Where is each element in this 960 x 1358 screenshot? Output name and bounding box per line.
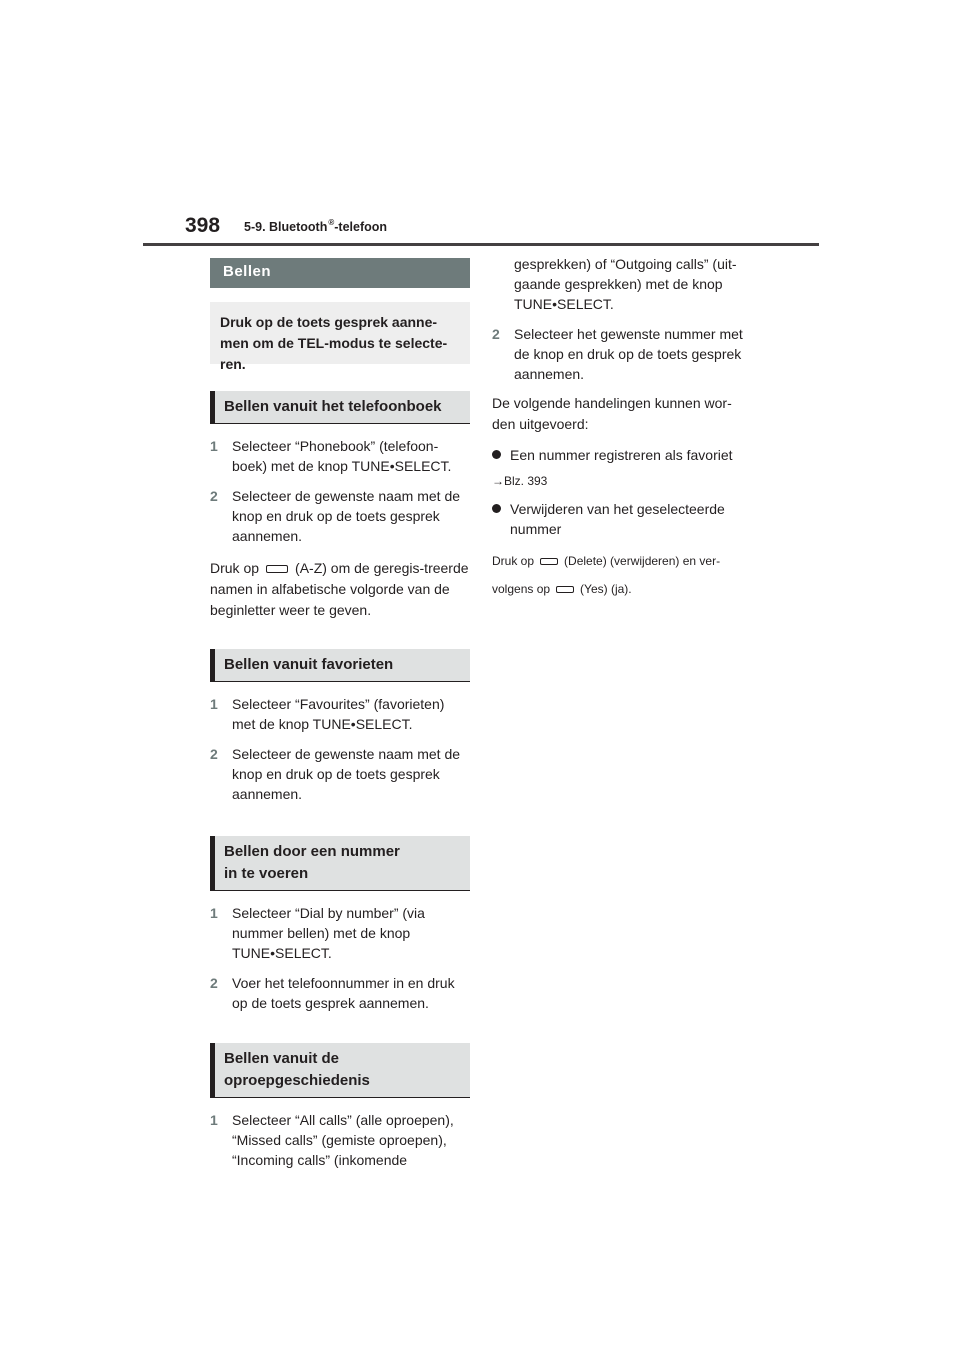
bullet-text: Een nummer registreren als favoriet [510, 447, 733, 463]
page-reference-text: Blz. 393 [504, 474, 548, 488]
page-reference [492, 474, 754, 488]
step-text: Selecteer de gewenste naam met de knop en druk op de toets gesprek aannemen. [232, 746, 461, 802]
right-column [492, 254, 754, 603]
favourites-heading: Bellen vanuit favorieten [210, 649, 470, 682]
step-number: 2 [210, 746, 218, 762]
confirm-label: (Yes) (ja). [580, 582, 632, 596]
dial-heading-line-2: in te voeren [224, 865, 309, 882]
page-number: 398 [185, 214, 221, 237]
step-number: 2 [210, 488, 218, 504]
left-column [210, 258, 470, 1170]
arrow-icon: → [492, 474, 504, 488]
history-step-1-continued [492, 254, 754, 314]
dial-step-1 [210, 903, 470, 963]
dial-heading [210, 836, 470, 891]
delete-instruction [492, 547, 754, 603]
button-icon [556, 586, 574, 593]
dial-step-2 [210, 973, 470, 1013]
running-header-suffix: -telefoon [334, 220, 388, 234]
bullet-icon [492, 450, 501, 459]
phonebook-note [210, 558, 470, 621]
history-heading-line-2: oproepgeschiedenis [224, 1072, 370, 1089]
delete-prefix: Druk op [492, 554, 535, 568]
step-text: Voer het telefoonnummer in en druk op de toets gesprek aannemen. [232, 975, 455, 1011]
history-step-1 [210, 1110, 470, 1170]
button-icon [540, 558, 558, 565]
step-text: Selecteer “Phonebook” (telefoon-boek) met de knop TUNE•SELECT. [232, 438, 452, 474]
delete-instruction-line-1 [492, 547, 754, 575]
running-header [244, 218, 387, 234]
step-text: gesprekken) of “Outgoing calls” (uit-gaande gesprekken) met de knop TUNE•SELECT. [514, 256, 737, 312]
intro-box: Druk op de toets gesprek aanne-men om de TEL-modus te selecte-ren. [210, 302, 470, 364]
dial-heading-line-1: Bellen door een nummer [224, 843, 400, 860]
step-text: Selecteer het gewenste nummer met de knop en druk op de toets gesprek aannemen. [514, 326, 743, 382]
running-header-section: 5-9. Bluetooth [244, 220, 328, 234]
step-text: Selecteer “Dial by number” (via nummer bellen) met de knop TUNE•SELECT. [232, 905, 425, 961]
step-text: Selecteer de gewenste naam met de knop en druk op de toets gesprek aannemen. [232, 488, 461, 544]
delete-label: (Delete) (verwijderen) en ver- [564, 554, 721, 568]
step-number: 2 [492, 326, 500, 342]
bullet-delete-number [492, 499, 754, 539]
step-text: Selecteer “Favourites” (favorieten) met de knop TUNE•SELECT. [232, 696, 445, 732]
phonebook-heading: Bellen vanuit het telefoonboek [210, 391, 470, 424]
registered-mark: ® [328, 218, 335, 227]
history-step-2 [492, 324, 754, 384]
note-prefix: Druk op [210, 560, 260, 576]
favourites-step-2 [210, 744, 470, 804]
operations-intro: De volgende handelingen kunnen wor-den uitgevoerd: [492, 395, 732, 432]
bullet-register-favourite [492, 445, 754, 465]
note-suffix: (A-Z) om de geregis-treerde namen in alfabetische volgorde van de beginletter weer te geven. [210, 560, 469, 618]
step-number: 1 [210, 905, 218, 921]
favourites-step-1 [210, 694, 470, 734]
history-heading [210, 1043, 470, 1098]
phonebook-step-2 [210, 486, 470, 546]
step-text: Selecteer “All calls” (alle oproepen), “Missed calls” (gemiste oproepen), “Incoming calls” (inkomende [232, 1112, 454, 1168]
bullet-text: Verwijderen van het geselecteerde nummer [510, 501, 725, 537]
step-number: 1 [210, 438, 218, 454]
main-title: Bellen [210, 258, 470, 288]
phonebook-step-1 [210, 436, 470, 476]
button-icon [266, 565, 288, 573]
bullet-icon [492, 504, 501, 513]
header-rule [143, 243, 819, 246]
delete-instruction-line-2 [492, 575, 754, 603]
step-number: 2 [210, 975, 218, 991]
confirm-prefix: volgens op [492, 582, 551, 596]
step-number: 1 [210, 1112, 218, 1128]
history-heading-line-1: Bellen vanuit de [224, 1050, 340, 1067]
step-number: 1 [210, 696, 218, 712]
